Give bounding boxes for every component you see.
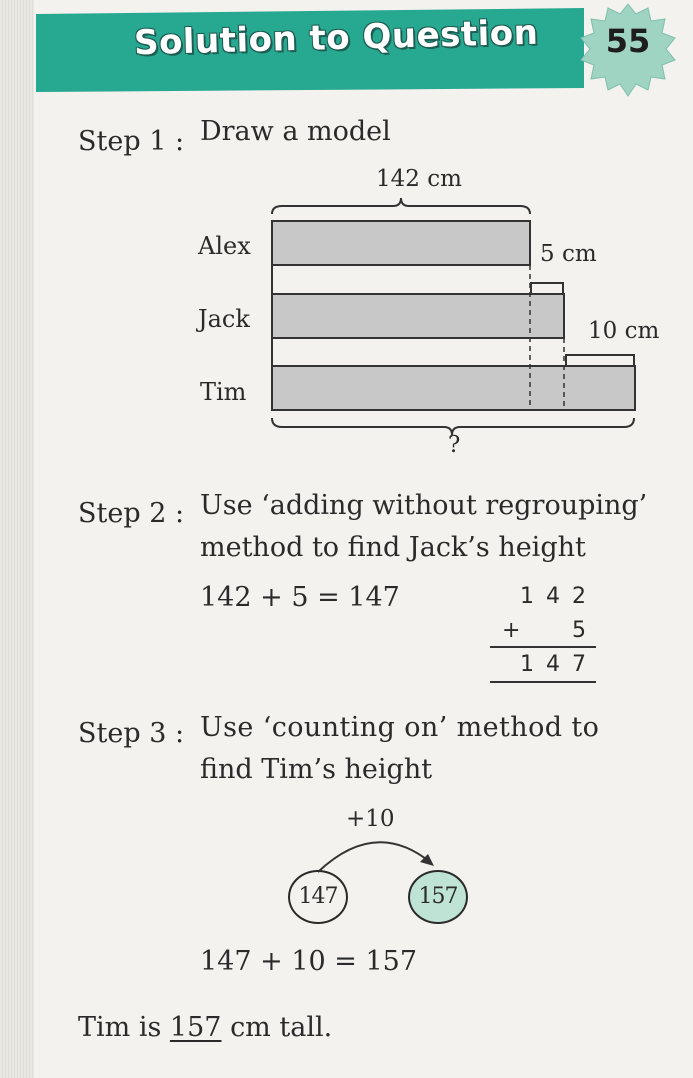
tim-label: Tim <box>200 378 247 406</box>
step1-text: Draw a model <box>200 116 391 147</box>
step2-line2: method to find Jack’s height <box>200 532 586 563</box>
start-number-circle: 147 <box>288 870 348 924</box>
answer-value: 157 <box>169 1012 222 1043</box>
question-number: 55 <box>605 22 651 60</box>
step3-line2: find Tim’s height <box>200 754 433 785</box>
jack-extra-measure: 5 cm <box>540 241 597 267</box>
sum-line <box>490 646 596 648</box>
alex-label: Alex <box>198 232 251 260</box>
alex-measure: 142 cm <box>376 166 462 192</box>
step3-label: Step 3 : <box>78 718 185 749</box>
alex-brace <box>272 198 530 214</box>
jack-label: Jack <box>198 305 250 333</box>
vertical-row2: 5 <box>572 618 598 643</box>
jack-bar <box>272 294 564 338</box>
answer-prefix: Tim is <box>78 1012 162 1043</box>
bar-model-diagram <box>0 0 693 480</box>
tim-bar <box>272 366 635 410</box>
vertical-plus-sign: + <box>502 618 533 643</box>
jump-label: +10 <box>346 806 395 832</box>
vertical-result: 147 <box>520 652 598 677</box>
total-unknown: ? <box>448 432 461 458</box>
result-line <box>490 681 596 683</box>
jack-extra-bracket <box>531 283 563 293</box>
step3-line1: Use ‘counting on’ method to <box>200 712 600 743</box>
answer-suffix: cm tall. <box>230 1012 333 1043</box>
vertical-row1: 142 <box>520 584 598 609</box>
end-number-circle: 157 <box>408 870 468 924</box>
step2-equation: 142 + 5 = 147 <box>200 582 400 613</box>
page-title: Solution to Question <box>133 12 539 64</box>
tim-extra-measure: 10 cm <box>588 318 660 344</box>
answer-sentence <box>78 1012 332 1043</box>
alex-bar <box>272 221 530 265</box>
step2-line1: Use ‘adding without regrouping’ <box>200 490 648 521</box>
step2-label: Step 2 : <box>78 498 185 529</box>
step1-label: Step 1 : <box>78 126 185 157</box>
step3-equation: 147 + 10 = 157 <box>200 946 418 977</box>
tim-extra-bracket <box>566 355 634 365</box>
